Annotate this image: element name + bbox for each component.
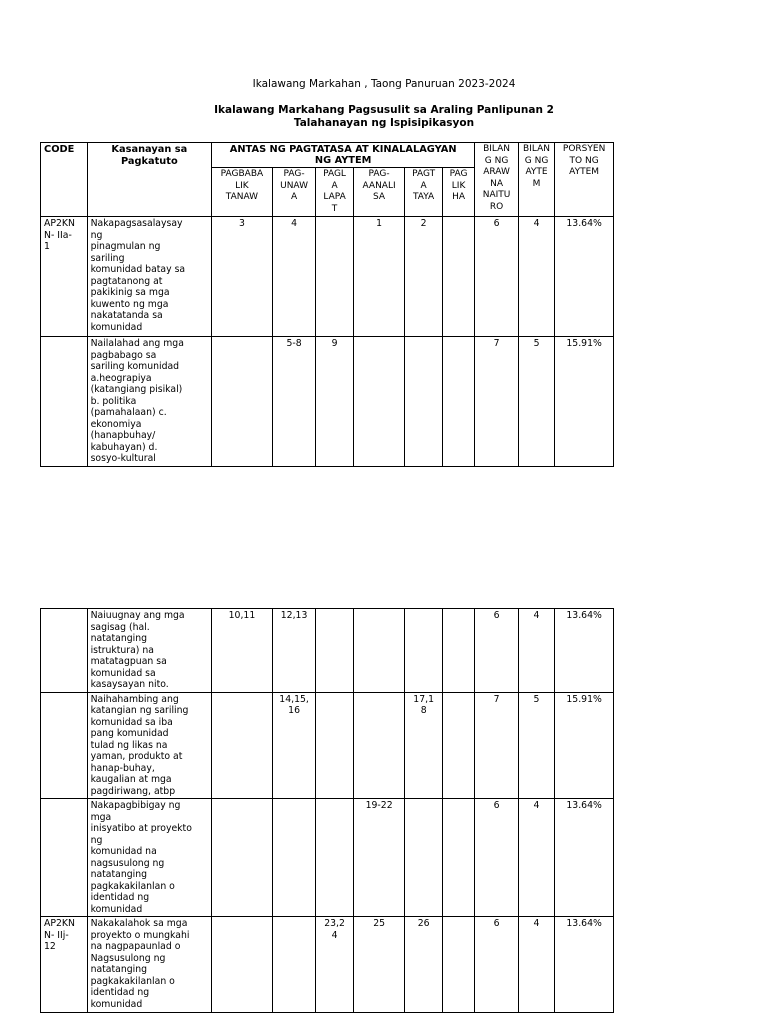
days-cell: 6 (475, 609, 519, 693)
percent-cell: 13.64% (555, 217, 614, 337)
percent-cell: 13.64% (555, 609, 614, 693)
percent-cell: 13.64% (555, 917, 614, 1013)
competency-cell: Nakapagbibigay ng mga inisyatibo at proyekto ng komunidad na nagsusulong ng natatanging pagkakakilanlan o identidad ng komunidad (87, 799, 212, 917)
code-cell (41, 799, 88, 917)
items-cell: 5 (518, 337, 554, 467)
competency-cell: Naihahambing ang katangian ng sariling komunidad sa iba pang komunidad tulad ng likas na yaman, produkto at hanap-buhay, kaugalian at mga pagdiriwang, atbp (87, 692, 212, 799)
applying-cell (316, 799, 353, 917)
remembering-header: PAGBABA LIK TANAW (212, 168, 273, 217)
days-cell: 6 (475, 799, 519, 917)
table-row (41, 692, 614, 799)
code-cell (41, 609, 88, 693)
understanding-cell (272, 917, 316, 1013)
applying-cell (316, 609, 353, 693)
analyzing-cell: 19-22 (353, 799, 405, 917)
percent-cell: 15.91% (555, 337, 614, 467)
specification-table-page1 (40, 142, 614, 467)
competency-cell: Nakapagsasalaysay ng pinagmulan ng sariling komunidad batay sa pagtatanong at pakikinig sa mga kuwento ng mga nakatatanda sa komunidad (87, 217, 212, 337)
remembering-cell (212, 917, 273, 1013)
table-row (41, 917, 614, 1013)
items-cell: 4 (518, 217, 554, 337)
days-cell: 7 (475, 692, 519, 799)
specification-table-page2 (40, 608, 614, 1013)
understanding-cell: 4 (272, 217, 316, 337)
competency-cell: Nailalahad ang mga pagbabago sa sariling komunidad a.heograpiya (katangiang pisikal) b. politika (pamahalaan) c. ekonomiya (hanapbuhay/ kabuhayan) d. sosyo-kultural (87, 337, 212, 467)
items-cell: 4 (518, 917, 554, 1013)
school-year-line: Ikalawang Markahan , Taong Panuruan 2023-2024 (252, 78, 516, 90)
evaluating-cell (405, 799, 442, 917)
creating-cell (442, 217, 474, 337)
analyzing-header: PAG- AANALI SA (353, 168, 405, 217)
remembering-cell (212, 799, 273, 917)
remembering-cell (212, 692, 273, 799)
creating-cell (442, 692, 474, 799)
understanding-cell: 14,15, 16 (272, 692, 316, 799)
code-cell (41, 692, 88, 799)
competency-header: Kasanayan sa Pagkatuto (87, 143, 212, 217)
table-row (41, 337, 614, 467)
applying-cell (316, 692, 353, 799)
items-cell: 4 (518, 799, 554, 917)
analyzing-cell (353, 609, 405, 693)
table-row (41, 217, 614, 337)
analyzing-cell: 1 (353, 217, 405, 337)
days-header: BILAN G NG ARAW NA NAITU RO (475, 143, 519, 217)
table-row (41, 799, 614, 917)
creating-cell (442, 799, 474, 917)
remembering-cell (212, 337, 273, 467)
items-header: BILAN G NG AYTE M (518, 143, 554, 217)
understanding-cell (272, 799, 316, 917)
remembering-cell: 10,11 (212, 609, 273, 693)
evaluating-header: PAGT A TAYA (405, 168, 442, 217)
applying-header: PAGL A LAPA T (316, 168, 353, 217)
days-cell: 6 (475, 917, 519, 1013)
evaluating-cell (405, 609, 442, 693)
days-cell: 6 (475, 217, 519, 337)
evaluating-cell (405, 337, 442, 467)
code-cell: AP2KN N- IIa- 1 (41, 217, 88, 337)
percent-cell: 15.91% (555, 692, 614, 799)
understanding-cell: 5-8 (272, 337, 316, 467)
applying-cell (316, 217, 353, 337)
understanding-header: PAG- UNAW A (272, 168, 316, 217)
document-title: Ikalawang Markahang Pagsusulit sa Araling Panlipunan 2 (214, 104, 554, 116)
code-cell: AP2KN N- IIj- 12 (41, 917, 88, 1013)
percent-header: PORSYEN TO NG AYTEM (555, 143, 614, 217)
code-cell (41, 337, 88, 467)
analyzing-cell: 25 (353, 917, 405, 1013)
days-cell: 7 (475, 337, 519, 467)
percent-cell: 13.64% (555, 799, 614, 917)
evaluating-cell: 17,1 8 (405, 692, 442, 799)
creating-cell (442, 609, 474, 693)
document-subtitle: Talahanayan ng Ispisipikasyon (293, 117, 475, 129)
code-header: CODE (41, 143, 88, 217)
understanding-cell: 12,13 (272, 609, 316, 693)
items-cell: 4 (518, 609, 554, 693)
items-cell: 5 (518, 692, 554, 799)
applying-cell: 23,2 4 (316, 917, 353, 1013)
competency-cell: Naiuugnay ang mga sagisag (hal. natatanging istruktura) na matatagpuan sa komunidad sa kasaysayan nito. (87, 609, 212, 693)
table-row (41, 609, 614, 693)
remembering-cell: 3 (212, 217, 273, 337)
applying-cell: 9 (316, 337, 353, 467)
creating-header: PAG LIK HA (442, 168, 474, 217)
creating-cell (442, 337, 474, 467)
levels-group-header: ANTAS NG PAGTATASA AT KINALALAGYAN NG AYTEM (212, 143, 475, 168)
evaluating-cell: 2 (405, 217, 442, 337)
analyzing-cell (353, 692, 405, 799)
creating-cell (442, 917, 474, 1013)
competency-cell: Nakakalahok sa mga proyekto o mungkahi na nagpapaunlad o Nagsusulong ng natatanging pagkakakilanlan o identidad ng komunidad (87, 917, 212, 1013)
analyzing-cell (353, 337, 405, 467)
header-row-top (41, 143, 614, 168)
evaluating-cell: 26 (405, 917, 442, 1013)
